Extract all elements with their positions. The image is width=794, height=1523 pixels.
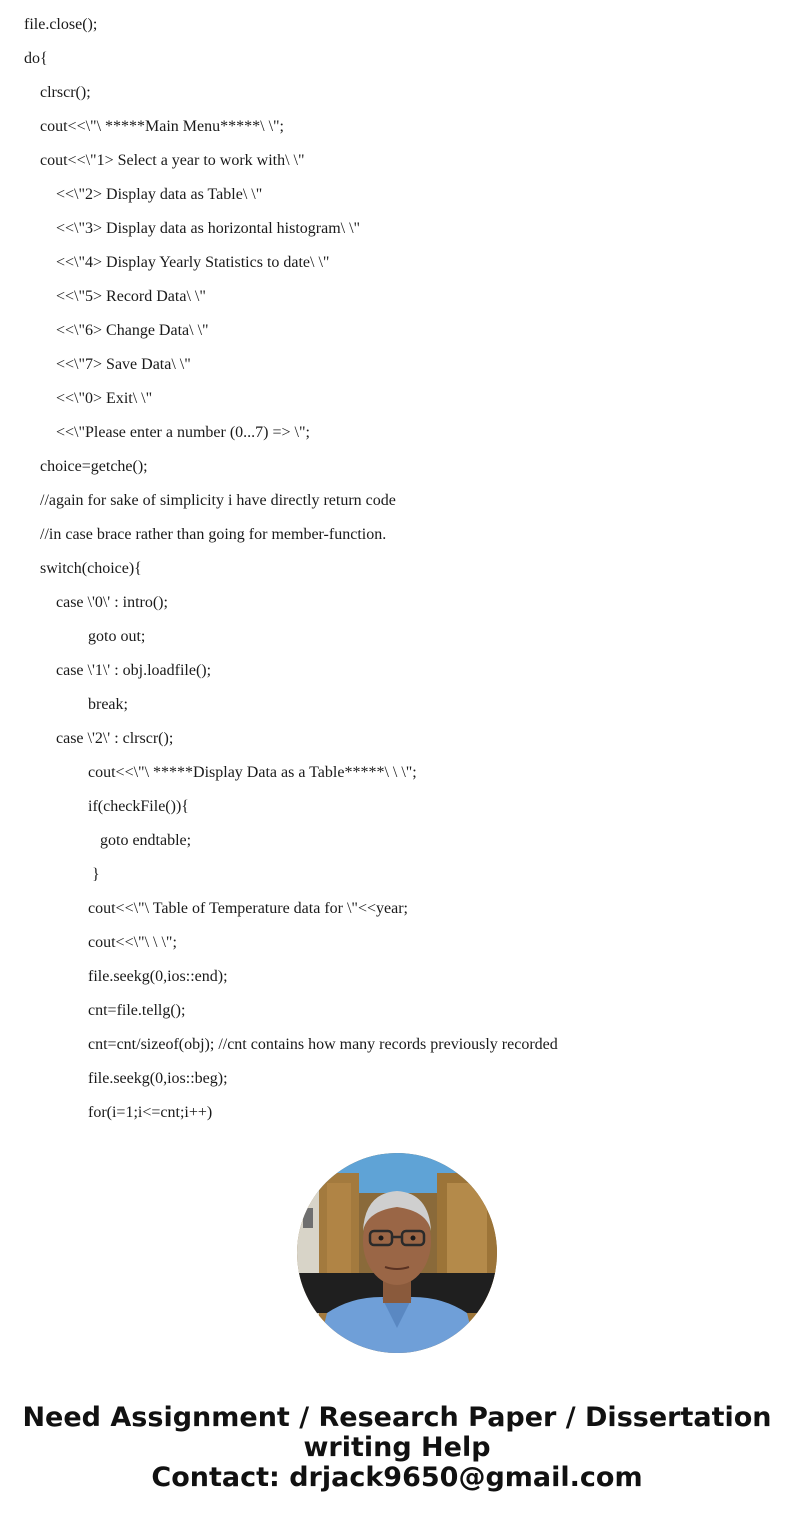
code-line: break; [88,696,128,713]
code-line: file.close(); [24,16,98,33]
code-line: for(i=1;i<=cnt;i++) [88,1104,213,1121]
code-line: case \'0\' : intro(); [56,594,168,611]
code-line: //again for sake of simplicity i have directly return code [40,492,396,509]
code-line: <<\"Please enter a number (0...7) => \"; [56,424,310,441]
code-line: <<\"7> Save Data\ \" [56,356,191,373]
code-line: <<\"0> Exit\ \" [56,390,153,407]
banner-line-1: Need Assignment / Research Paper / Dissertation [22,1402,772,1433]
code-line: <<\"5> Record Data\ \" [56,288,206,305]
code-line: <<\"3> Display data as horizontal histogram\ \" [56,220,361,237]
code-line: <<\"6> Change Data\ \" [56,322,209,339]
author-photo [297,1153,497,1353]
code-line: cout<<\"\ \ \"; [88,934,177,951]
code-line: goto endtable; [100,832,192,849]
code-line: do{ [24,50,48,67]
code-line: cout<<\"\ Table of Temperature data for \"<<year; [88,900,408,917]
portrait-image [297,1153,497,1353]
code-line: cnt=file.tellg(); [88,1002,186,1019]
code-line: choice=getche(); [40,458,148,475]
code-line: file.seekg(0,ios::beg); [88,1070,228,1087]
code-line: } [92,866,100,883]
code-listing [0,9,794,1131]
code-line: switch(choice){ [40,560,142,577]
code-line: case \'2\' : clrscr(); [56,730,174,747]
code-line: //in case brace rather than going for member-function. [40,526,387,543]
banner-line-3: Contact: drjack9650@gmail.com [151,1462,643,1493]
code-line: <<\"4> Display Yearly Statistics to date\ \" [56,254,330,271]
code-line: clrscr(); [40,84,91,101]
code-line: cnt=cnt/sizeof(obj); //cnt contains how many records previously recorded [88,1036,558,1053]
code-line: file.seekg(0,ios::end); [88,968,228,985]
code-line: <<\"2> Display data as Table\ \" [56,186,263,203]
code-line: if(checkFile()){ [88,798,189,815]
code-line: cout<<\"1> Select a year to work with\ \" [40,152,305,169]
code-line: case \'1\' : obj.loadfile(); [56,662,212,679]
banner-line-2: writing Help [303,1432,491,1463]
code-line: cout<<\"\ *****Display Data as a Table*****\ \ \"; [88,764,417,781]
contact-banner [0,1403,794,1493]
code-line: goto out; [88,628,146,645]
code-line: cout<<\"\ *****Main Menu*****\ \"; [40,118,284,135]
